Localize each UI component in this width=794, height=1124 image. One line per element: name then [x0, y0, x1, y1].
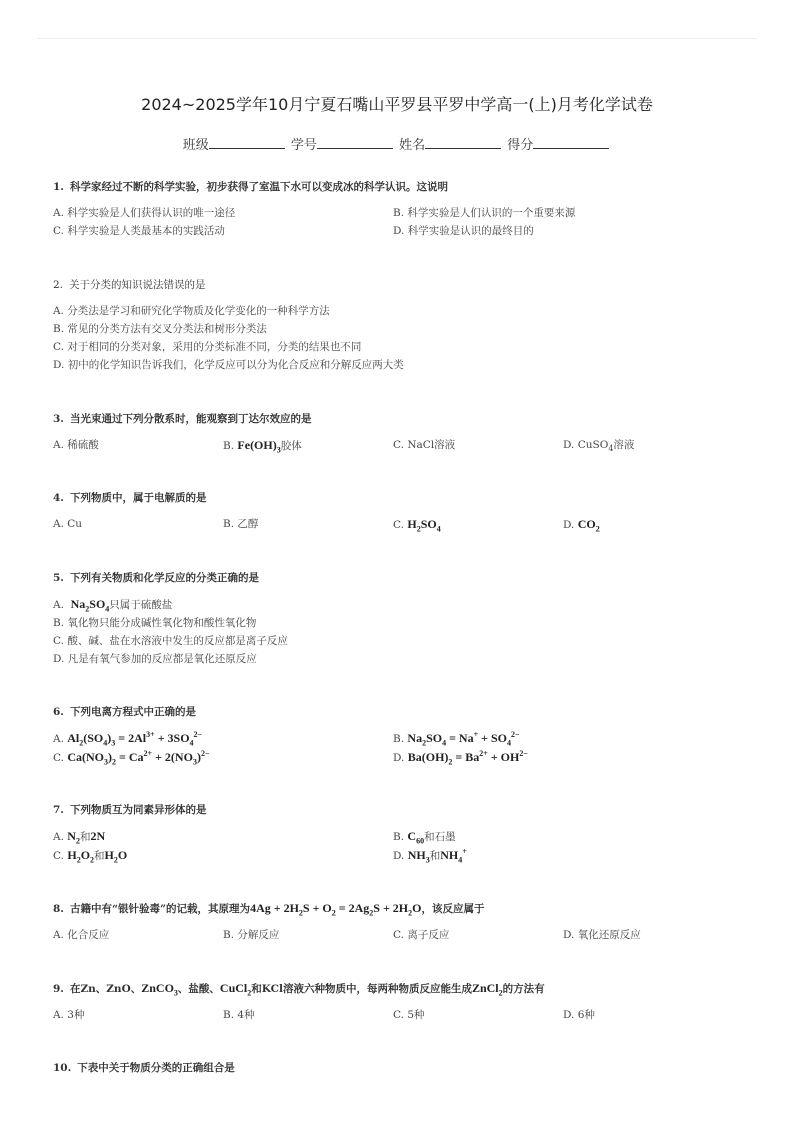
number-label: 学号	[290, 138, 317, 153]
option-b[interactable]: B. $C_{60}$和石墨	[393, 829, 456, 846]
option-c[interactable]: C. $Ca(NO_3)_2 = Ca^{2+} + 2(NO_3)^{2-}$	[53, 749, 210, 767]
option-c[interactable]: C. 科学实验是人类最基本的实践活动	[53, 225, 225, 237]
question-stem: 当光束通过下列分散系时，能观察到丁达尔效应的是	[69, 413, 312, 425]
class-label: 班级	[182, 138, 209, 153]
option-d[interactable]: D. 6种	[563, 1009, 595, 1021]
question-10	[53, 1061, 753, 1075]
question-number: 3.	[53, 413, 64, 425]
option-b[interactable]: B. 科学实验是人们认识的一个重要来源	[393, 207, 576, 219]
option-d[interactable]: D. $CO_2$	[563, 517, 600, 534]
question-stem: 下列电离方程式中正确的是	[69, 706, 196, 718]
option-c[interactable]: C. 离子反应	[393, 929, 450, 941]
option-b[interactable]: B. 分解反应	[223, 929, 280, 941]
option-b[interactable]: B. $Fe(OH)_3$胶体	[223, 438, 302, 455]
question-7	[53, 803, 753, 865]
question-stem: 古籍中有“银针验毒”的记载，其原理为	[69, 903, 251, 915]
question-stem: 下列物质中，属于电解质的是	[69, 492, 207, 504]
option-a[interactable]: A. 分类法是学习和研究化学物质及化学变化的一种科学方法	[53, 305, 330, 317]
question-stem: 科学家经过不断的科学实验，初步获得了室温下水可以变成冰的科学认识。这说明	[69, 181, 448, 193]
option-a[interactable]: A. $Na_2SO_4$只属于硫酸盐	[53, 597, 173, 614]
option-d[interactable]: D. 氧化还原反应	[563, 929, 641, 941]
student-info	[0, 134, 794, 153]
option-a[interactable]: A. 3种	[53, 1009, 85, 1021]
question-number: 1.	[53, 181, 64, 193]
option-c[interactable]: C. $H_2O_2$和$H_2O$	[53, 848, 128, 865]
option-c[interactable]: C. $H_2SO_4$	[393, 517, 441, 534]
option-b[interactable]: B. 乙醇	[223, 518, 259, 530]
option-c[interactable]: C. 酸、碱、盐在水溶液中发生的反应都是离子反应	[53, 635, 288, 647]
question-8: 8. 古籍中有“银针验毒”的记载，其原理为$4Ag + 2H_2S + O_2 = 2Ag_2S + 2H_2O$，该反应属于 A. 化合反应 B. 分解反应 C. 离子反应 D. 氧化还原反应	[53, 901, 753, 944]
option-d[interactable]: D. 凡是有氧气参加的反应都是氧化还原反应	[53, 653, 257, 665]
question-number: 9.	[53, 983, 64, 995]
question-stem: 下列有关物质和化学反应的分类正确的是	[69, 572, 259, 584]
name-blank[interactable]	[425, 136, 501, 149]
option-a[interactable]: A. Cu	[53, 518, 83, 530]
question-9: 9. 在Zn、ZnO、ZnCO$_3$、盐酸、CuCl$_2$和KCl溶液六种物质中，每两种物质反应能生成ZnCl$_2$的方法有 A. 3种 B. 4种 C. 5种 D. 6种	[53, 981, 753, 1024]
question-number: 8.	[53, 903, 64, 915]
option-d[interactable]: D. CuSO$_4$溶液	[563, 439, 635, 454]
question-1	[53, 180, 753, 240]
class-blank[interactable]	[209, 136, 285, 149]
score-label: 得分	[507, 138, 534, 153]
option-b[interactable]: B. $Na_2SO_4 = Na^+ + SO_4^{2-}$	[393, 730, 520, 748]
option-d[interactable]: D. 初中的化学知识告诉我们，化学反应可以分为化合反应和分解反应两大类	[53, 359, 404, 371]
option-a[interactable]: A. 科学实验是人们获得认识的唯一途径	[53, 207, 236, 219]
question-number: 2.	[53, 279, 64, 291]
question-stem: 下列物质互为同素异形体的是	[69, 804, 207, 816]
question-stem: 下表中关于物质分类的正确组合是	[77, 1062, 235, 1074]
question-stem: 在Zn、ZnO、	[69, 983, 142, 995]
question-2	[53, 278, 753, 374]
option-d[interactable]: D. $NH_3$和$NH_4^+$	[393, 847, 467, 865]
page-title: 2024~2025学年10月宁夏石嘴山平罗县平罗中学高一(上)月考化学试卷	[141, 95, 653, 114]
question-number: 6.	[53, 706, 64, 718]
option-a[interactable]: A. 稀硫酸	[53, 439, 99, 451]
score-blank[interactable]	[533, 136, 609, 149]
question-5	[53, 571, 753, 668]
question-number: 10.	[53, 1062, 72, 1074]
question-number: 7.	[53, 804, 64, 816]
option-a[interactable]: A. $N_2$和2N	[53, 829, 106, 846]
question-number: 5.	[53, 572, 64, 584]
reaction-equation: $4Ag + 2H_2S + O_2 = 2Ag_2S + 2H_2O$	[250, 901, 422, 918]
option-a[interactable]: A. $Al_2(SO_4)_3 = 2Al^{3+} + 3SO_4^{2-}$	[53, 730, 203, 748]
header-divider	[37, 38, 757, 39]
option-b[interactable]: B. 常见的分类方法有交叉分类法和树形分类法	[53, 323, 267, 335]
option-a[interactable]: A. 化合反应	[53, 929, 110, 941]
question-stem: 关于分类的知识说法错误的是	[69, 279, 206, 291]
question-6	[53, 705, 753, 767]
option-c[interactable]: C. NaCl溶液	[393, 439, 456, 451]
option-b[interactable]: B. 4种	[223, 1009, 255, 1021]
option-b[interactable]: B. 氧化物只能分成碱性氧化物和酸性氧化物	[53, 617, 257, 629]
option-d[interactable]: D. $Ba(OH)_2 = Ba^{2+} + OH^{2-}$	[393, 749, 528, 767]
option-d[interactable]: D. 科学实验是认识的最终目的	[393, 225, 534, 237]
question-3	[53, 412, 753, 455]
question-4	[53, 491, 753, 534]
number-blank[interactable]	[317, 136, 393, 149]
option-c[interactable]: C. 5种	[393, 1009, 425, 1021]
question-number: 4.	[53, 492, 64, 504]
name-label: 姓名	[399, 138, 426, 153]
option-c[interactable]: C. 对于相同的分类对象，采用的分类标准不同，分类的结果也不同	[53, 341, 362, 353]
